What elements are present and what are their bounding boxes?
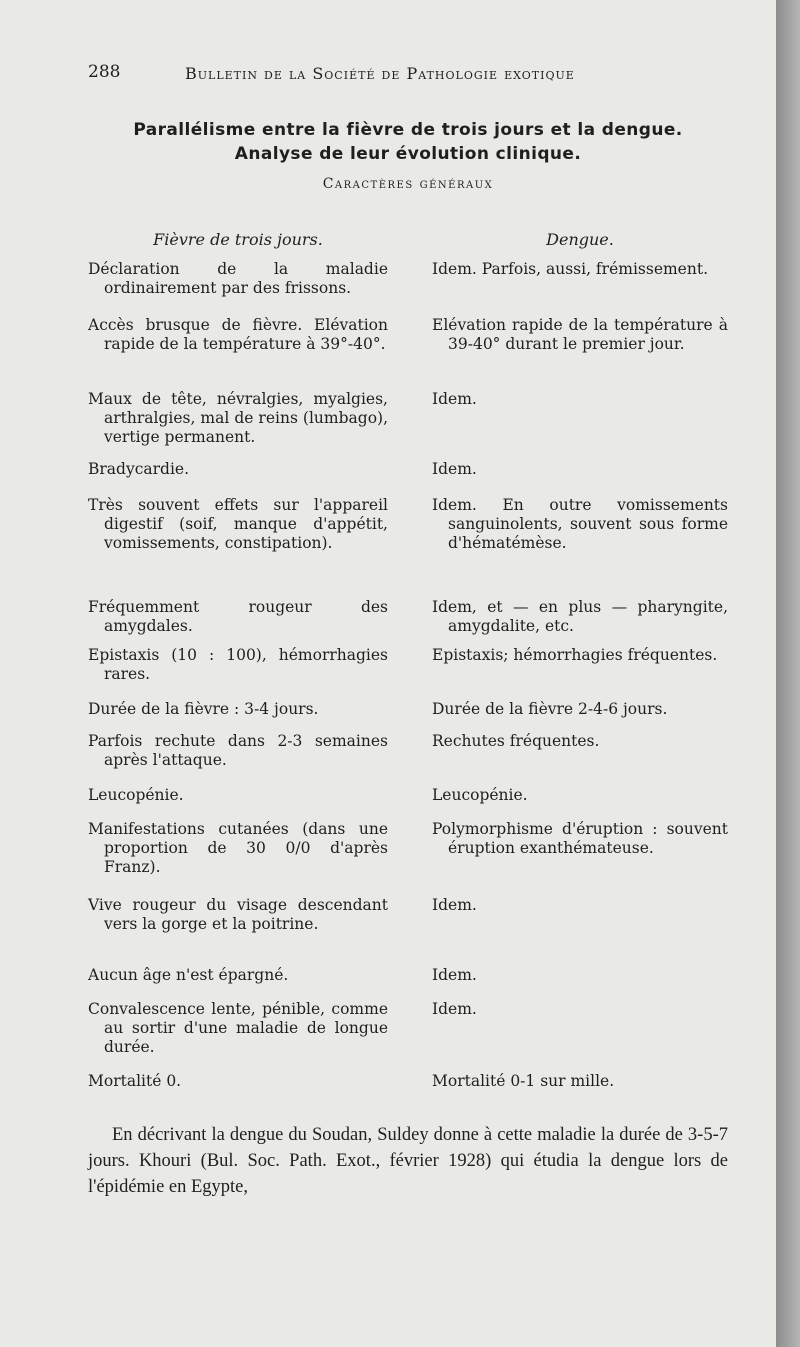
left-cell: Très souvent effets sur l'appareil digestif (soif, manque d'appétit, vomissements, constipation). — [88, 496, 388, 552]
left-cell: Manifestations cutanées (dans une proportion de 30 0/0 d'après Franz). — [88, 820, 388, 876]
left-cell: Durée de la fièvre : 3-4 jours. — [88, 700, 319, 718]
title-line-1: Parallélisme entre la fièvre de trois jours et la dengue. — [133, 120, 683, 140]
left-cell: Déclaration de la maladie ordinairement par des frissons. — [88, 260, 388, 297]
right-cell: Idem. — [432, 966, 477, 984]
table-title — [88, 118, 728, 166]
page-edge-shadow — [776, 0, 800, 1347]
page-number: 288 — [88, 62, 121, 82]
left-cell: Maux de tête, névralgies, myalgies, arthralgies, mal de reins (lumbago), vertige permanent. — [88, 390, 388, 446]
right-cell: Durée de la fièvre 2-4-6 jours. — [432, 700, 668, 718]
right-cell: Idem. — [432, 896, 477, 914]
left-cell: Epistaxis (10 : 100), hémorrhagies rares. — [88, 646, 388, 683]
left-cell: Aucun âge n'est épargné. — [88, 966, 289, 984]
left-cell: Convalescence lente, pénible, comme au sortir d'une maladie de longue durée. — [88, 1000, 388, 1056]
right-cell: Idem, et — en plus — pharyngite, amygdalite, etc. — [432, 598, 728, 635]
section-subheading: Caractères généraux — [322, 176, 494, 192]
right-cell: Idem. — [432, 390, 477, 408]
left-cell: Fréquemment rougeur des amygdales. — [88, 598, 388, 635]
left-cell: Bradycardie. — [88, 460, 190, 478]
right-cell: Leucopénie. — [432, 786, 528, 804]
right-cell: Idem. — [432, 460, 477, 478]
right-cell: Elévation rapide de la température à 39-40° durant le premier jour. — [432, 316, 728, 353]
body-paragraph: En décrivant la dengue du Soudan, Suldey donne à cette maladie la durée de 3-5-7 jours. Khouri (Bul. Soc. Path. Exot., février 1928) qui étudia la dengue lors de l'épidémie en Egypte, — [88, 1125, 728, 1197]
right-cell: Polymorphisme d'éruption : souvent éruption exanthémateuse. — [432, 820, 728, 857]
left-cell: Leucopénie. — [88, 786, 184, 804]
right-cell: Idem. Parfois, aussi, frémissement. — [432, 260, 708, 278]
left-cell: Mortalité 0. — [88, 1072, 182, 1090]
title-line-2: Analyse de leur évolution clinique. — [234, 144, 582, 164]
right-cell: Mortalité 0-1 sur mille. — [432, 1072, 615, 1090]
right-cell: Idem. En outre vomissements sanguinolents, souvent sous forme d'hématémèse. — [432, 496, 728, 552]
left-cell: Vive rougeur du visage descendant vers la gorge et la poitrine. — [88, 896, 388, 933]
right-cell: Rechutes fréquentes. — [432, 732, 600, 750]
running-title: Bulletin de la Société de Pathologie exotique — [185, 64, 575, 83]
left-cell: Accès brusque de fièvre. Elévation rapide de la température à 39°-40°. — [88, 316, 388, 353]
left-cell: Parfois rechute dans 2-3 semaines après l'attaque. — [88, 732, 388, 769]
right-cell: Epistaxis; hémorrhagies fréquentes. — [432, 646, 718, 664]
column-header-left: Fièvre de trois jours. — [153, 230, 323, 249]
running-head — [88, 62, 728, 92]
right-cell: Idem. — [432, 1000, 477, 1018]
column-header-right: Dengue. — [546, 230, 614, 249]
